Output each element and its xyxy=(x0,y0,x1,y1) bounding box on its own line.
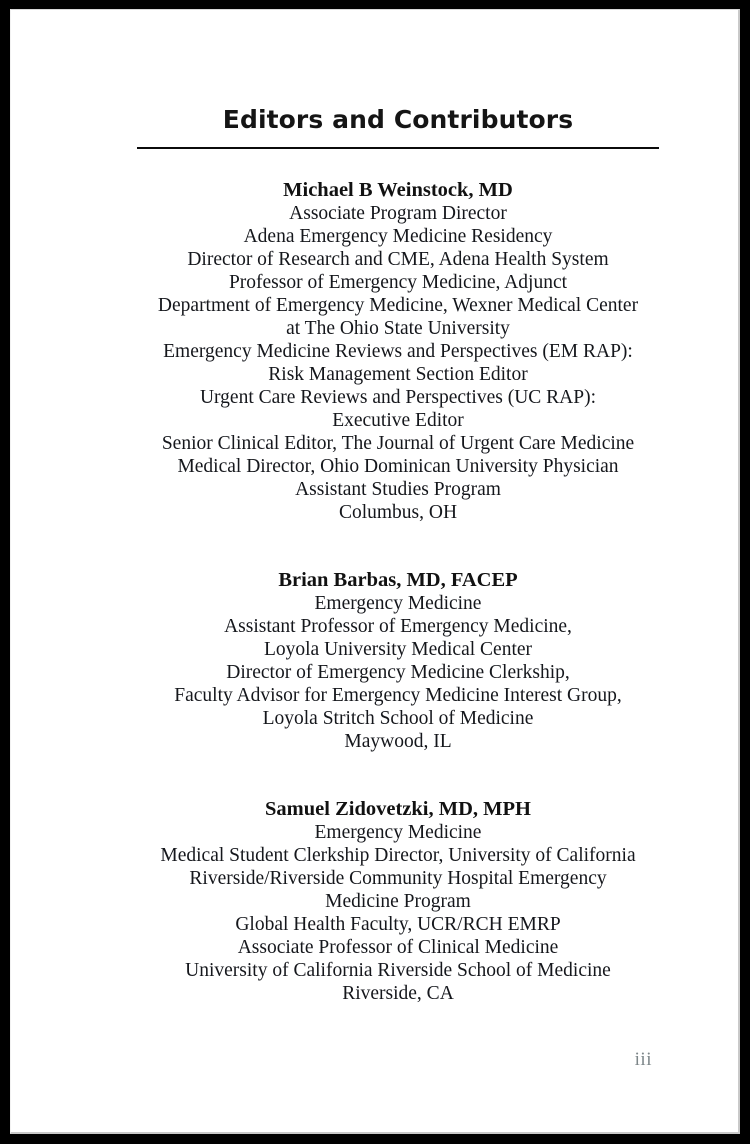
contributor-affiliation-line: Urgent Care Reviews and Perspectives (UC RAP): xyxy=(199,387,597,408)
page-number: iii xyxy=(634,1049,652,1070)
contributor-affiliation-line: University of California Riverside School of Medicine xyxy=(185,960,611,981)
contributor-affiliation-line: Riverside/Riverside Community Hospital Emergency xyxy=(189,868,607,889)
contributor-affiliation-line: Loyola University Medical Center xyxy=(263,639,533,660)
contributor-affiliation-line: Director of Emergency Medicine Clerkship, xyxy=(226,662,570,683)
contributor-affiliation-line: Medical Director, Ohio Dominican University Physician xyxy=(177,456,619,477)
contributor-affiliation-line: Associate Professor of Clinical Medicine xyxy=(237,937,559,958)
contributor-affiliation-line: Loyola Stritch School of Medicine xyxy=(262,708,534,729)
contributor-affiliation-line: Department of Emergency Medicine, Wexner Medical Center xyxy=(157,295,639,316)
contributor-affiliation-line: Assistant Studies Program xyxy=(295,479,501,500)
contributor-block xyxy=(136,179,660,524)
contributor-affiliation-line: Emergency Medicine Reviews and Perspectives (EM RAP): xyxy=(163,341,633,362)
contributor-affiliation-line: Emergency Medicine xyxy=(314,593,482,614)
page-content xyxy=(136,10,660,1005)
contributor-affiliation-line: Director of Research and CME, Adena Health System xyxy=(187,249,609,270)
contributor-affiliation-line: Senior Clinical Editor, The Journal of Urgent Care Medicine xyxy=(161,433,635,454)
contributor-affiliation-line: Assistant Professor of Emergency Medicine, xyxy=(224,616,572,637)
contributor-affiliation-line: Emergency Medicine xyxy=(314,822,482,843)
page-sheet xyxy=(10,9,740,1134)
contributor-name: Brian Barbas, MD, FACEP xyxy=(278,569,518,591)
title-divider-rule xyxy=(137,147,659,149)
contributor-affiliation-line: Maywood, IL xyxy=(344,731,452,752)
contributor-affiliation-line: Faculty Advisor for Emergency Medicine Interest Group, xyxy=(174,685,622,706)
contributor-affiliation-line: Adena Emergency Medicine Residency xyxy=(243,226,553,247)
contributor-block xyxy=(136,798,660,1005)
contributor-list xyxy=(136,179,660,1005)
contributor-block xyxy=(136,569,660,753)
contributor-affiliation-line: Medical Student Clerkship Director, University of California xyxy=(160,845,636,866)
contributor-affiliation-line: Columbus, OH xyxy=(338,502,458,523)
contributor-affiliation-line: at The Ohio State University xyxy=(286,318,510,339)
contributor-affiliation-line: Professor of Emergency Medicine, Adjunct xyxy=(228,272,568,293)
contributor-affiliation-line: Executive Editor xyxy=(332,410,464,431)
contributor-affiliation-line: Medicine Program xyxy=(325,891,471,912)
contributor-affiliation-line: Risk Management Section Editor xyxy=(268,364,528,385)
page-title: Editors and Contributors xyxy=(222,105,574,134)
contributor-affiliation-line: Riverside, CA xyxy=(342,983,454,1004)
contributor-affiliation-line: Global Health Faculty, UCR/RCH EMRP xyxy=(235,914,561,935)
contributor-name: Michael B Weinstock, MD xyxy=(283,179,513,201)
contributor-affiliation-line: Associate Program Director xyxy=(289,203,507,224)
contributor-name: Samuel Zidovetzki, MD, MPH xyxy=(265,798,531,820)
